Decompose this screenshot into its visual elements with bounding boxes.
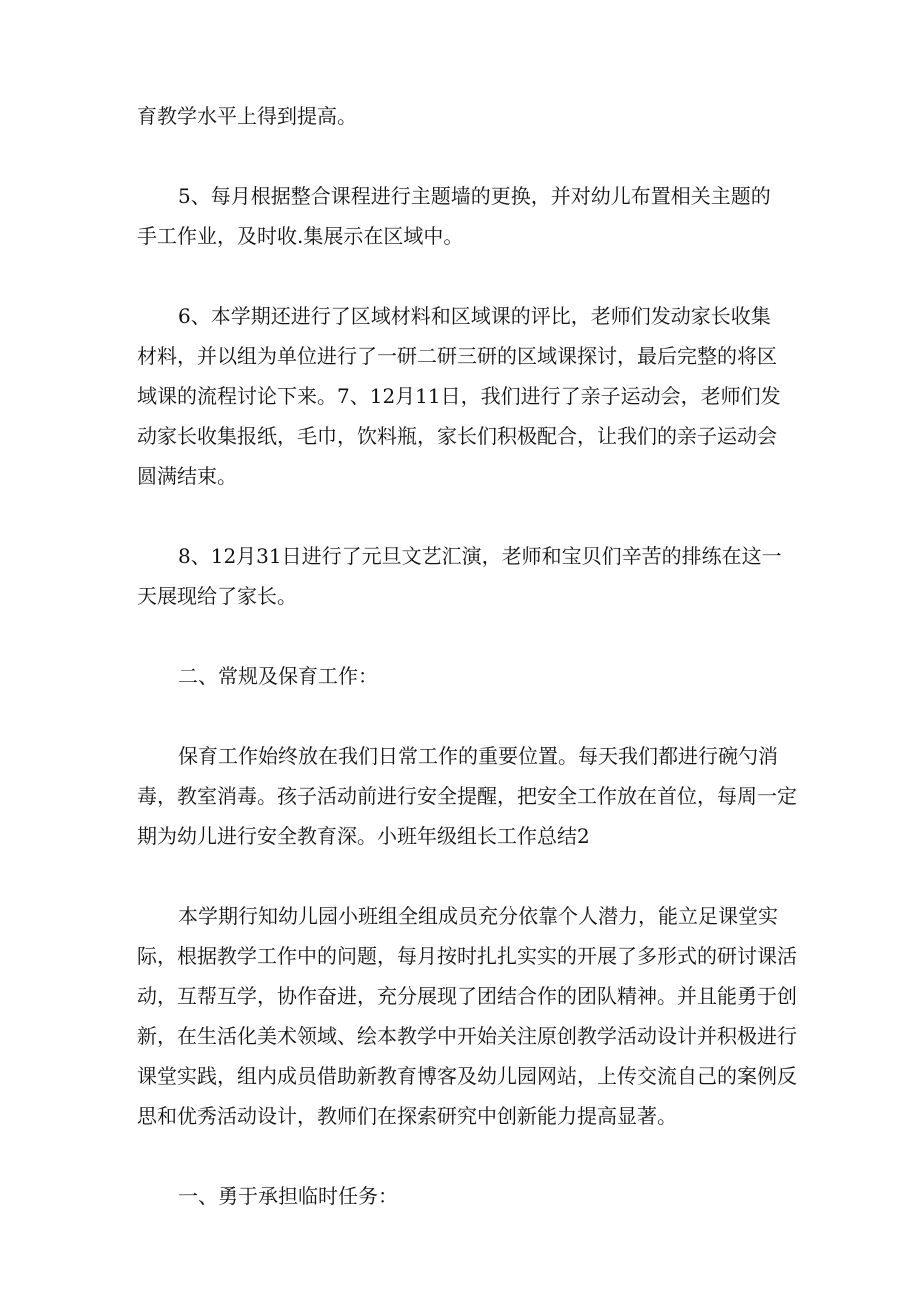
paragraph-item-8 [137, 536, 797, 616]
text-line: 5、每月根据整合课程进行主题墙的更换，并对幼儿布置相关主题的 [178, 184, 771, 208]
text-line: 保育工作始终放在我们日常工作的重要位置。每天我们都进行碗勺消 [178, 744, 778, 768]
document-body [137, 96, 797, 1216]
text-line: 际，根据教学工作中的问题，每月按时扎扎实实的开展了多形式的研讨课活 [137, 944, 797, 968]
text-line: 6、本学期还进行了区域材料和区域课的评比，老师们发动家长收集 [178, 304, 771, 328]
text-line: 新，在生活化美术领域、绘本教学中开始关注原创教学活动设计并积极进行 [137, 1024, 797, 1048]
text-line: 思和优秀活动设计，教师们在探索研究中创新能力提高显著。 [137, 1104, 677, 1128]
text-line: 圆满结束。 [137, 464, 237, 488]
paragraph-item-5 [137, 176, 797, 256]
text-line: 域课的流程讨论下来。7、12月11日，我们进行了亲子运动会，老师们发 [137, 384, 781, 408]
text-line: 二、常规及保育工作： [178, 664, 378, 688]
text-line: 期为幼儿进行安全教育深。小班年级组长工作总结2 [137, 824, 590, 848]
section-heading-temporary-tasks [137, 1176, 797, 1216]
paragraph-item-6 [137, 296, 797, 496]
text-line: 本学期行知幼儿园小班组全组成员充分依靠个人潜力，能立足课堂实 [178, 904, 778, 928]
section-heading-routine-care [137, 656, 797, 696]
text-line: 育教学水平上得到提高。 [137, 104, 357, 128]
text-line: 天展现给了家长。 [137, 584, 297, 608]
text-line: 手工作业，及时收.集展示在区域中。 [137, 224, 464, 248]
text-line: 课堂实践，组内成员借助新教育博客及幼儿园网站，上传交流自己的案例反 [137, 1064, 797, 1088]
text-line: 动，互帮互学，协作奋进，充分展现了团结合作的团队精神。并且能勇于创 [137, 984, 797, 1008]
text-line: 材料，并以组为单位进行了一研二研三研的区域课探讨，最后完整的将区 [137, 344, 777, 368]
paragraph-semester-summary [137, 896, 797, 1136]
text-line: 毒，教室消毒。孩子活动前进行安全提醒，把安全工作放在首位，每周一定 [137, 784, 797, 808]
paragraph-care-work [137, 736, 797, 856]
text-line: 动家长收集报纸，毛巾，饮料瓶，家长们积极配合，让我们的亲子运动会 [137, 424, 777, 448]
paragraph-continuation [137, 96, 797, 136]
text-line: 8、12月31日进行了元旦文艺汇演，老师和宝贝们辛苦的排练在这一 [178, 544, 782, 568]
text-line: 一、勇于承担临时任务： [178, 1184, 398, 1208]
